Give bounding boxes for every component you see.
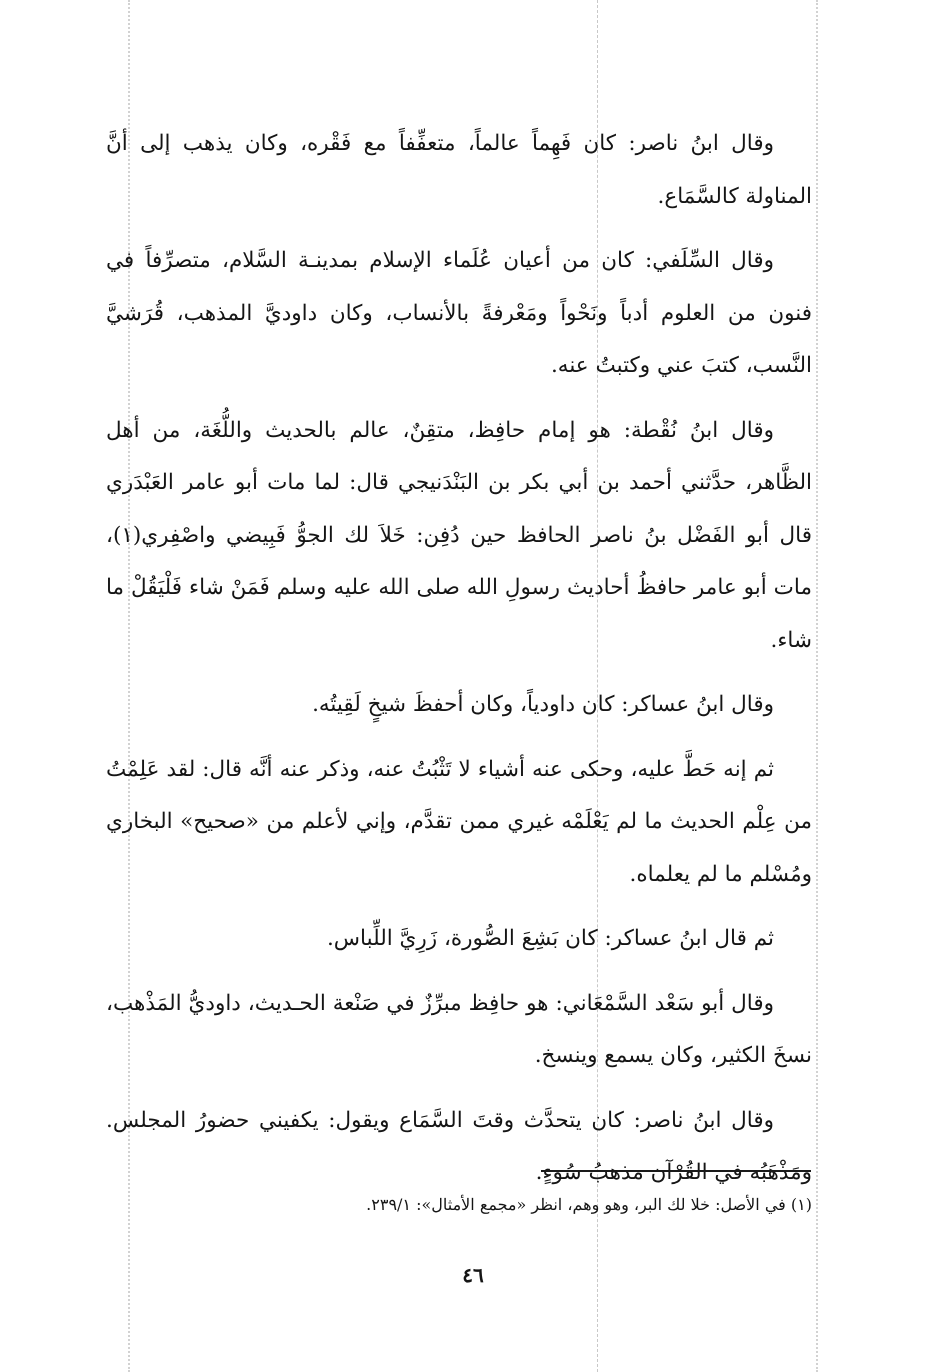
paragraph-ibn-nasir-sama: وقال ابنُ ناصر: كان يتحدَّث وقتَ السَّمَاع ويقول: يكفيني حضورُ المجلس. ومَذْهَبُه في القُرْآن مذهبُ سُوءٍ. [106, 1107, 812, 1185]
paragraph-ibn-nuqta: وقال ابنُ نُقْطة: هو إمام حافِظ، متقِنٌ، عالم بالحديث واللُّغَة، من أهل الظَّاهر، حدَّثني أحمد بن أبي بكر بن البَنْدَنيجي قال: لما مات أبو عامر العَبْدَري قال أبو الفَضْل بنُ ناصر الحافظ حين دُفِن: خَلاَ لك الجوُّ فَبِيضي واصْفِري(١)، مات أبو عامر حافظُ أحاديث رسولِ الله صلى الله عليه وسلم فَمَنْ شاء فَلْيَقُلْ ما شاء. [106, 417, 812, 653]
paragraph-samani: وقال أبو سَعْد السَّمْعَاني: هو حافِظ مبرِّزٌ في صَنْعة الحـديث، داوديُّ المَذْهب، نسخَ الكثير، وكان يسمع وينسخ. [106, 990, 812, 1068]
page-number: ٤٦ [462, 1263, 484, 1287]
main-text [106, 118, 812, 1212]
paragraph-ibn-asakir: وقال ابنُ عساكر: كان داودياً، وكان أحفظَ شيخٍ لَقِيتُه. [312, 692, 774, 717]
right-margin-guide [816, 0, 818, 1372]
paragraph-silafi: وقال السِّلَفي: كان من أعيان عُلَماء الإسلام بمدينـة السَّلام، متصرِّفاً في فنون من العلوم أدباً ونَحْواً ومَعْرفةً بالأنساب، وكان داوديَّ المذهب، قُرَشيَّ النَّسب، كتبَ عني وكتبتُ عنه. [106, 248, 812, 378]
paragraph-ibn-asakir-appearance: ثم قال ابنُ عساكر: كان بَشِعَ الصُّورة، زَرِيَّ اللِّباس. [326, 926, 774, 951]
paragraph-criticism: ثم إنه حَطَّ عليه، وحكى عنه أشياء لا تَثْبُتُ عنه، وذكر عنه أنَّه قال: لقد عَلِمْتُ من عِلْم الحديث ما لم يَعْلَمْه غيري ممن تقدَّم، وإني لأعلم من «صحيح» البخاري ومُسْلم ما لم يعلماه. [106, 756, 812, 887]
footnote-separator [541, 1170, 811, 1172]
paragraph-ibn-nasir: وقال ابنُ ناصر: كان فَهِماً عالماً، متعفِّفاً مع فَقْره، وكان يذهب إلى أنَّ المناولة كالسَّمَاع. [106, 131, 812, 209]
footnote: (١) في الأصل: خلا لك البر، وهو وهم، انظر «مجمع الأمثال»: ٢٣٩/١. [366, 1195, 812, 1214]
